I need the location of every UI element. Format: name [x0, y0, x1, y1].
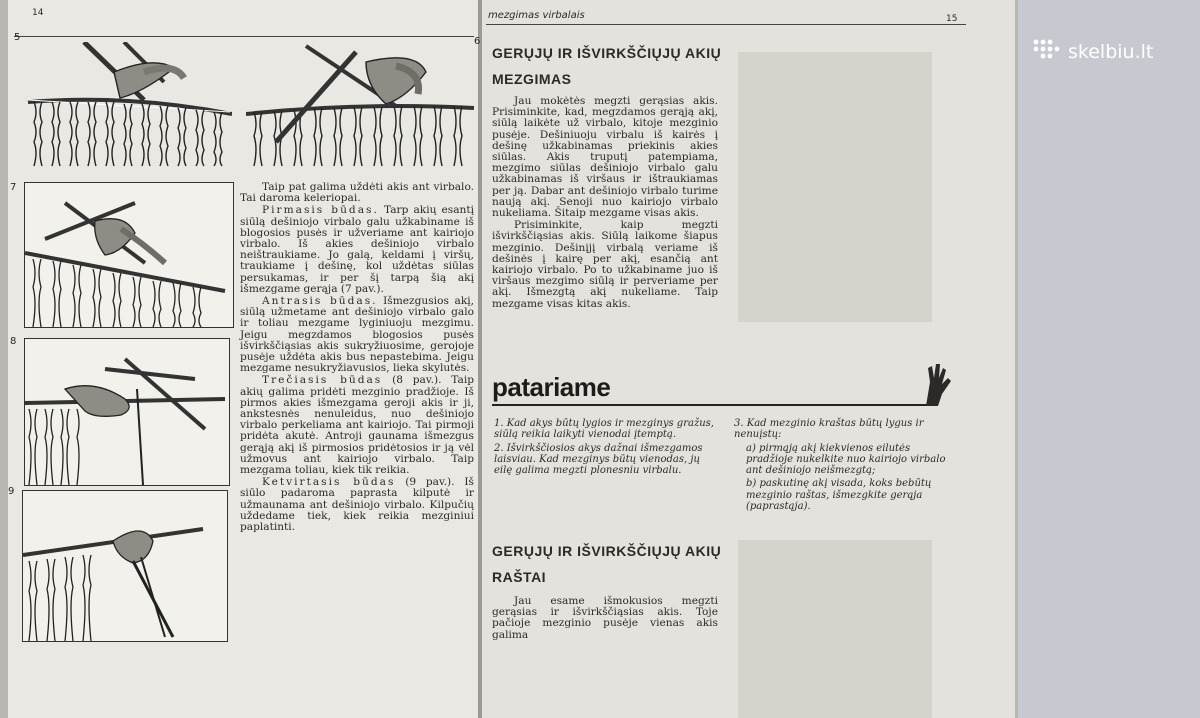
knitting-illustration-8	[24, 338, 230, 486]
tip-3-title: 3. Kad mezginio kraštas būtų lygus ir nenuįstų:	[734, 418, 924, 441]
raised-hand-icon	[920, 360, 954, 412]
section-heading-2	[492, 538, 721, 590]
knitting-illustration-7	[24, 182, 234, 328]
tip-3-a: a) pirmąją akį kiekvienos eilutės pradžioje nukelkite nuo kairiojo virbalo ant dešiniojo neišmezgtą;	[746, 442, 946, 477]
figure-number-6: 6	[474, 36, 481, 47]
left-paragraph-method-1	[240, 205, 474, 295]
left-text-column	[240, 182, 474, 534]
knitting-illustration-5	[24, 42, 232, 170]
dots-logo-icon	[1032, 38, 1062, 65]
background-surface	[1018, 0, 1200, 718]
watermark	[1032, 38, 1153, 65]
header-rule	[486, 24, 966, 25]
knitting-illustration-6	[246, 42, 474, 170]
running-header: mezgimas virbalais	[488, 10, 585, 21]
method-3-text: (8 pav.). Taip akių galima pridėti mezginio pradžioje. Iš pirmos akies išmezgama geroji akis ir ji, ankstesnės nenuleidus, nuo dešiniojo virbalo perkeliama ant kairiojo. Tai pirmoji pridėta akutė. Antroji gaunama išmezgus gerąją akį iš pirmosios pridėtosios ir ją vėl užmovus ant kairiojo virbalo. Taip mezgama toliau, kiek tik reikia.	[240, 374, 474, 477]
section-heading-1-line-1: GERŲJŲ IR IŠVIRKŠČIŲJŲ AKIŲ	[492, 45, 722, 61]
section-heading-2-line-2: RAŠTAI	[492, 569, 547, 585]
top-rule	[14, 36, 474, 37]
right-paragraph-3: Jau esame išmokusios megzti gerąsias ir išvirkščiąsias akis. Toje pačioje mezginio pusėje vienas akis galima	[492, 595, 718, 641]
knitting-illustration-9	[22, 490, 228, 642]
tips-title: patariame	[492, 372, 611, 402]
right-page-number: 15	[946, 14, 958, 24]
tip-3-b: b) paskutinę akį visada, koks bebūtų mezginio raštas, išmezgkite gerąja (paprastąja).	[746, 478, 932, 513]
shaded-block-top	[738, 52, 932, 322]
figure-number-7: 7	[10, 182, 17, 193]
left-page-number: 14	[32, 8, 44, 18]
tips-rule	[492, 404, 932, 406]
tip-1: 1. Kad akys būtų lygios ir mezginys gražus, siūlą reikia laikyti vienodai įtemptą.	[494, 418, 714, 441]
method-2-title: Antrasis būdas.	[262, 295, 378, 308]
method-1-text: Tarp akių esantį siūlą dešiniojo virbalo galu užkabiname iš blogosios pusės ir užveriame ant kairiojo virbalo. Iš akies dešiniojo virbalo neištraukiame. Jo galą, keldami į viršų, traukiame į dešinę, kol uždėtas siūlas persukamas, ir per šį tarpą šią akį išmezgame gerąja (7 pav.).	[240, 204, 475, 295]
right-text-column-1	[492, 96, 718, 311]
figure-number-8: 8	[10, 336, 17, 347]
left-paragraph-method-3	[240, 375, 474, 476]
figure-number-9: 9	[8, 486, 15, 497]
method-2-text: Išmezgusios akį, siūlą užmetame ant dešiniojo virbalo galo ir toliau mezgame lyginiuoju mezgimu. Jeigu megzdamos blogosios pusės išvirkščiąsias akis sukryžiuosime, gerojoje pusėje uždėta akis bus nepastebima. Jeigu mezgame nesukryžiavusios, lieka skylutės.	[240, 295, 474, 375]
tips-column-1	[494, 418, 716, 478]
method-4-title: Ketvirtasis būdas	[262, 476, 396, 489]
right-text-column-2	[492, 596, 718, 642]
shaded-block-bottom	[738, 540, 932, 718]
section-heading-1	[492, 40, 721, 92]
figure-number-5: 5	[14, 32, 21, 43]
section-heading-1-line-2: MEZGIMAS	[492, 71, 572, 87]
method-4-text: (9 pav.). Iš siūlo padaroma paprasta kilputė ir užmaunama ant dešiniojo virbalo. Kilpučių uždedame tiek, kiek reikia mezginiui paplatinti.	[240, 476, 474, 534]
right-paragraph-2: Prisiminkite, kaip megzti išvirkščiąsias akis. Siūlą laikome šiapus mezginio. Dešinįjį virbalą veriame iš dešinės į kairę per akį, esančią ant kairiojo virbalo. Po to užkabiname juo iš viršaus mezgimo siūlą ir perveriame per akį. Išmezgtą akį nukeliame. Taip mezgame visas kitas akis.	[492, 219, 718, 310]
tips-column-2	[734, 418, 958, 514]
left-paragraph-intro: Taip pat galima uždėti akis ant virbalo. Tai daroma keleriopai.	[240, 181, 474, 205]
method-1-title: Pirmasis būdas.	[262, 204, 379, 217]
left-paragraph-method-2	[240, 296, 474, 374]
tip-2: 2. Išvirkščiosios akys dažnai išmezgamos laisviau. Kad mezginys būtų vienodas, jų eilę galima megzti plonesniu virbalu.	[494, 442, 703, 477]
watermark-text: skelbiu.lt	[1068, 40, 1154, 63]
left-paragraph-method-4	[240, 477, 474, 533]
right-paragraph-1: Jau mokėtės megzti gerąsias akis. Prisiminkite, kad, megzdamos gerąją akį, siūlą laikėte už virbalo, kitoje mezginio pusėje. Dešiniuoju virbalu iš kairės į dešinę užkabinamas priekinis akies siūlas. Akis truputį patempiama, mezgimo siūlas dešiniojo virbalo galu užkabinamas iš viršaus ir ištraukiamas per ją. Dabar ant dešiniojo virbalo turime naują akį. Senoji nuo kairiojo virbalo nukeliama. Šitaip mezgame visas akis.	[492, 95, 718, 220]
section-heading-2-line-1: GERŲJŲ IR IŠVIRKŠČIŲJŲ AKIŲ	[492, 543, 722, 559]
method-3-title: Trečiasis būdas	[262, 374, 383, 387]
